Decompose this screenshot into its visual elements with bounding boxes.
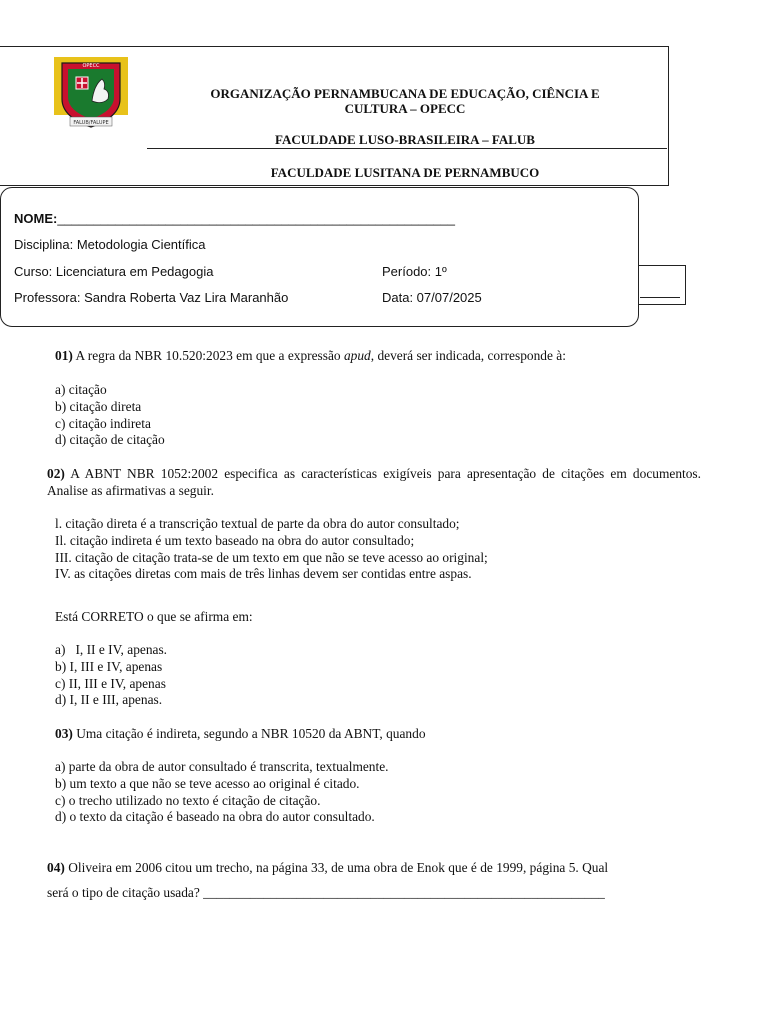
question-number: 02) <box>47 466 65 481</box>
organization-title <box>150 86 660 116</box>
grade-line <box>640 297 680 298</box>
institution-logo <box>52 55 130 129</box>
question-2: 02) A ABNT NBR 1052:2002 especifica as características exigíveis para apresentação de citações em documentos. Analise as afirmativas a seguir. <box>47 466 701 498</box>
option-c[interactable]: c) citação indireta <box>55 415 151 431</box>
option-d[interactable]: d) citação de citação <box>55 432 165 448</box>
option-a[interactable]: a) I, II e IV, apenas. <box>55 642 168 657</box>
question-3-options <box>55 759 389 826</box>
question-4: 04) Oliveira em 2006 citou um trecho, na página 33, de uma obra de Enok que é de 1999, página 5. Qual <box>47 860 609 875</box>
name-blank[interactable]: _______________________________________________________ <box>57 211 455 226</box>
question-number: 03) <box>55 726 73 741</box>
option-a[interactable]: a) citação <box>55 382 107 397</box>
question-1: 01) A regra da NBR 10.520:2023 em que a expressão apud, deverá ser indicada, corresponde à: <box>55 348 566 363</box>
question-number: 04) <box>47 860 65 875</box>
professor: Professora: Sandra Roberta Vaz Lira Maranhão <box>14 290 289 305</box>
question-1-options <box>55 382 165 449</box>
date: Data: 07/07/2025 <box>382 290 482 305</box>
statement-4: IV. as citações diretas com mais de três linhas devem ser contidas entre aspas. <box>55 566 472 582</box>
option-d[interactable]: d) I, II e III, apenas. <box>55 692 163 708</box>
question-2-statements <box>55 516 488 583</box>
name-label: NOME: <box>14 211 58 226</box>
course: Curso: Licenciatura em Pedagogia <box>14 264 214 279</box>
statement-1: l. citação direta é a transcrição textual de parte da obra do autor consultado; <box>55 516 460 531</box>
option-c[interactable]: c) II, III e IV, apenas <box>55 675 166 691</box>
question-3: 03) Uma citação é indireta, segundo a NBR 10520 da ABNT, quando <box>55 726 426 741</box>
divider <box>147 148 667 149</box>
statement-2: Il. citação indireta é um texto baseado na obra do autor consultado; <box>55 532 415 548</box>
option-b[interactable]: b) citação direta <box>55 398 142 414</box>
option-c[interactable]: c) o trecho utilizado no texto é citação de citação. <box>55 792 321 808</box>
grade-box <box>632 265 686 305</box>
faculty-lusitana: FACULDADE LUSITANA DE PERNAMBUCO <box>270 165 540 180</box>
question-2-options <box>55 642 167 709</box>
statement-3: III. citação de citação trata-se de um texto em que não se teve acesso ao original; <box>55 549 488 565</box>
option-b[interactable]: b) um texto a que não se teve acesso ao original é citado. <box>55 775 360 791</box>
question-number: 01) <box>55 348 73 363</box>
svg-text:FALUB/FALUPE: FALUB/FALUPE <box>73 120 109 126</box>
student-info-box <box>0 187 639 327</box>
question-4-answer-line[interactable]: será o tipo de citação usada? ____________________________________________________________ <box>47 885 605 900</box>
option-b[interactable]: b) I, III e IV, apenas <box>55 658 163 674</box>
discipline: Disciplina: Metodologia Científica <box>14 237 206 252</box>
option-a[interactable]: a) parte da obra de autor consultado é transcrita, textualmente. <box>55 759 389 774</box>
svg-text:OPECC: OPECC <box>82 63 100 69</box>
org-title-line1: ORGANIZAÇÃO PERNAMBUCANA DE EDUCAÇÃO, CIÊNCIA E <box>210 86 600 101</box>
option-d[interactable]: d) o texto da citação é baseado na obra do autor consultado. <box>55 809 375 825</box>
faculty-falub: FACULDADE LUSO-BRASILEIRA – FALUB <box>275 132 535 147</box>
org-title-line2: CULTURA – OPECC <box>344 101 466 116</box>
period: Período: 1º <box>382 264 447 279</box>
name-field[interactable] <box>14 211 455 226</box>
question-2-prompt: Está CORRETO o que se afirma em: <box>55 609 253 624</box>
